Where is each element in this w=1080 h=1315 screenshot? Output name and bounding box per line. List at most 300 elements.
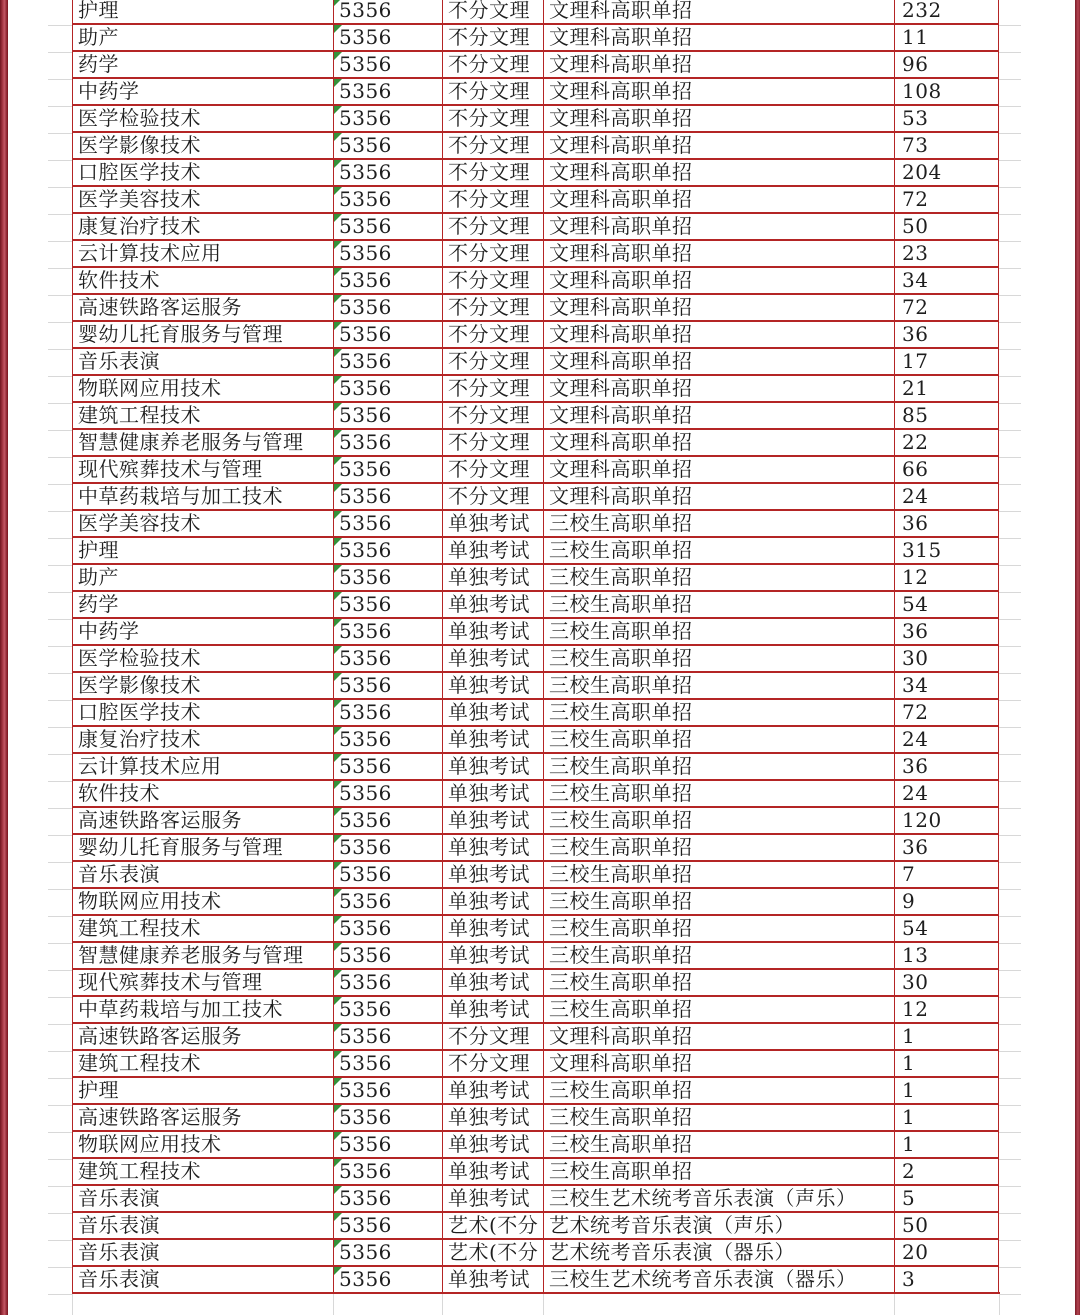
cell-category: 单独考试: [442, 808, 543, 833]
cell-count: 50: [894, 1213, 999, 1238]
cell-major: 助产: [72, 565, 333, 590]
cell-category: 单独考试: [442, 997, 543, 1022]
table-row: [72, 1103, 999, 1130]
excel-error-triangle-icon: [334, 808, 342, 816]
excel-error-triangle-icon: [334, 538, 342, 546]
gridline-stub: [999, 349, 1021, 350]
gridline-stub: [48, 997, 72, 998]
cell-major: 医学影像技术: [72, 673, 333, 698]
gridline-stub: [48, 1213, 72, 1214]
table-row: [72, 1130, 999, 1157]
gridline-stub: [999, 970, 1021, 971]
excel-error-triangle-icon: [334, 295, 342, 303]
gridline-stub: [48, 1105, 72, 1106]
cell-code: 5356: [333, 727, 442, 752]
page-right-border: [1075, 0, 1080, 1315]
cell-major: 医学影像技术: [72, 133, 333, 158]
gridline-stub: [48, 430, 72, 431]
cell-exam-type: 三校生高职单招: [543, 646, 894, 671]
gridline-vertical: [442, 1294, 443, 1315]
gridline-stub: [48, 1159, 72, 1160]
cell-code: 5356: [333, 376, 442, 401]
cell-category: 不分文理: [442, 187, 543, 212]
cell-code: 5356: [333, 619, 442, 644]
gridline-stub: [48, 538, 72, 539]
table-row: [72, 0, 999, 23]
excel-error-triangle-icon: [334, 511, 342, 519]
table-row: [72, 266, 999, 293]
gridline-stub: [48, 700, 72, 701]
cell-major: 建筑工程技术: [72, 1159, 333, 1184]
gridline-stub: [999, 727, 1021, 728]
gridline-stub: [999, 1267, 1021, 1268]
excel-error-triangle-icon: [334, 1051, 342, 1059]
table-row: [72, 644, 999, 671]
cell-count: 232: [894, 0, 999, 23]
gridline-stub: [999, 1132, 1021, 1133]
cell-major: 物联网应用技术: [72, 889, 333, 914]
cell-exam-type: 文理科高职单招: [543, 25, 894, 50]
cell-code: 5356: [333, 1159, 442, 1184]
gridline-stub: [48, 1186, 72, 1187]
gridline-stub: [48, 52, 72, 53]
table-row: [72, 104, 999, 131]
cell-major: 医学检验技术: [72, 646, 333, 671]
excel-error-triangle-icon: [334, 673, 342, 681]
cell-major: 药学: [72, 592, 333, 617]
gridline-stub: [48, 592, 72, 593]
cell-count: 23: [894, 241, 999, 266]
cell-count: 96: [894, 52, 999, 77]
gridline-stub: [999, 943, 1021, 944]
table-row: [72, 563, 999, 590]
table-row: [72, 1022, 999, 1049]
cell-exam-type: 三校生高职单招: [543, 673, 894, 698]
cell-category: 单独考试: [442, 835, 543, 860]
cell-count: 54: [894, 592, 999, 617]
cell-count: 85: [894, 403, 999, 428]
cell-count: 34: [894, 268, 999, 293]
cell-major: 软件技术: [72, 268, 333, 293]
gridline-stub: [999, 1294, 1021, 1295]
cell-exam-type: 文理科高职单招: [543, 268, 894, 293]
excel-error-triangle-icon: [334, 1078, 342, 1086]
gridline-stub: [48, 403, 72, 404]
cell-exam-type: 三校生高职单招: [543, 754, 894, 779]
cell-category: 不分文理: [442, 376, 543, 401]
cell-code: 5356: [333, 1240, 442, 1265]
cell-exam-type: 文理科高职单招: [543, 160, 894, 185]
table-row: [72, 509, 999, 536]
gridline-stub: [48, 727, 72, 728]
excel-error-triangle-icon: [334, 1024, 342, 1032]
cell-exam-type: 文理科高职单招: [543, 187, 894, 212]
excel-error-triangle-icon: [334, 997, 342, 1005]
excel-error-triangle-icon: [334, 106, 342, 114]
gridline-stub: [999, 1213, 1021, 1214]
cell-count: 72: [894, 187, 999, 212]
table-row: [72, 752, 999, 779]
cell-code: 5356: [333, 592, 442, 617]
cell-exam-type: 文理科高职单招: [543, 79, 894, 104]
table-row: [72, 1184, 999, 1211]
excel-error-triangle-icon: [334, 214, 342, 222]
gridline-stub: [48, 619, 72, 620]
cell-category: 不分文理: [442, 1024, 543, 1049]
cell-count: 73: [894, 133, 999, 158]
cell-major: 音乐表演: [72, 1240, 333, 1265]
cell-code: 5356: [333, 187, 442, 212]
gridline-stub: [48, 214, 72, 215]
cell-exam-type: 三校生高职单招: [543, 808, 894, 833]
table-row: [72, 590, 999, 617]
cell-category: 单独考试: [442, 781, 543, 806]
cell-exam-type: 文理科高职单招: [543, 457, 894, 482]
cell-exam-type: 三校生艺术统考音乐表演（器乐）: [543, 1267, 894, 1292]
cell-major: 音乐表演: [72, 1267, 333, 1292]
cell-major: 护理: [72, 0, 333, 23]
gridline-stub: [48, 970, 72, 971]
cell-category: 不分文理: [442, 79, 543, 104]
cell-major: 软件技术: [72, 781, 333, 806]
cell-code: 5356: [333, 1213, 442, 1238]
cell-major: 音乐表演: [72, 1213, 333, 1238]
table-row: [72, 23, 999, 50]
cell-code: 5356: [333, 0, 442, 23]
cell-count: 13: [894, 943, 999, 968]
gridline-stub: [48, 241, 72, 242]
cell-code: 5356: [333, 673, 442, 698]
cell-count: 1: [894, 1105, 999, 1130]
cell-major: 现代殡葬技术与管理: [72, 457, 333, 482]
cell-exam-type: 三校生高职单招: [543, 862, 894, 887]
cell-major: 中草药栽培与加工技术: [72, 997, 333, 1022]
cell-count: 108: [894, 79, 999, 104]
cell-count: 50: [894, 214, 999, 239]
cell-code: 5356: [333, 160, 442, 185]
cell-major: 医学美容技术: [72, 187, 333, 212]
table-row: [72, 725, 999, 752]
cell-category: 单独考试: [442, 1159, 543, 1184]
gridline-stub: [48, 511, 72, 512]
cell-code: 5356: [333, 754, 442, 779]
cell-count: 120: [894, 808, 999, 833]
cell-code: 5356: [333, 1105, 442, 1130]
cell-code: 5356: [333, 997, 442, 1022]
gridline-vertical: [543, 1294, 544, 1315]
cell-major: 云计算技术应用: [72, 754, 333, 779]
gridline-stub: [999, 430, 1021, 431]
cell-code: 5356: [333, 349, 442, 374]
gridline-stub: [999, 565, 1021, 566]
cell-major: 中草药栽培与加工技术: [72, 484, 333, 509]
gridline-stub: [999, 511, 1021, 512]
cell-count: 34: [894, 673, 999, 698]
gridline-stub: [999, 268, 1021, 269]
cell-count: 7: [894, 862, 999, 887]
cell-category: 单独考试: [442, 862, 543, 887]
cell-major: 物联网应用技术: [72, 1132, 333, 1157]
excel-error-triangle-icon: [334, 457, 342, 465]
gridline-stub: [48, 1294, 72, 1295]
cell-major: 护理: [72, 1078, 333, 1103]
gridline-stub: [48, 322, 72, 323]
gridline-stub: [999, 1186, 1021, 1187]
excel-error-triangle-icon: [334, 700, 342, 708]
cell-category: 单独考试: [442, 889, 543, 914]
cell-code: 5356: [333, 133, 442, 158]
excel-error-triangle-icon: [334, 1213, 342, 1221]
gridline-stub: [999, 322, 1021, 323]
cell-code: 5356: [333, 1024, 442, 1049]
gridline-stub: [999, 835, 1021, 836]
cell-major: 物联网应用技术: [72, 376, 333, 401]
cell-code: 5356: [333, 889, 442, 914]
excel-error-triangle-icon: [334, 133, 342, 141]
cell-code: 5356: [333, 781, 442, 806]
cell-major: 康复治疗技术: [72, 727, 333, 752]
gridline-stub: [999, 160, 1021, 161]
cell-code: 5356: [333, 484, 442, 509]
cell-count: 36: [894, 835, 999, 860]
cell-exam-type: 三校生高职单招: [543, 538, 894, 563]
cell-count: 21: [894, 376, 999, 401]
excel-error-triangle-icon: [334, 943, 342, 951]
cell-exam-type: 文理科高职单招: [543, 52, 894, 77]
gridline-stub: [48, 133, 72, 134]
cell-category: 单独考试: [442, 1132, 543, 1157]
cell-count: 12: [894, 565, 999, 590]
cell-code: 5356: [333, 835, 442, 860]
cell-exam-type: 三校生高职单招: [543, 889, 894, 914]
gridline-stub: [999, 52, 1021, 53]
cell-major: 婴幼儿托育服务与管理: [72, 322, 333, 347]
cell-count: 3: [894, 1267, 999, 1292]
gridline-stub: [48, 160, 72, 161]
gridline-stub: [999, 1051, 1021, 1052]
gridline-stub: [48, 349, 72, 350]
excel-error-triangle-icon: [334, 646, 342, 654]
table-row: [72, 806, 999, 833]
table-row: [72, 1049, 999, 1076]
excel-error-triangle-icon: [334, 376, 342, 384]
cell-code: 5356: [333, 268, 442, 293]
table-row: [72, 185, 999, 212]
gridline-vertical: [333, 1294, 334, 1315]
gridline-stub: [48, 457, 72, 458]
cell-code: 5356: [333, 1186, 442, 1211]
excel-error-triangle-icon: [334, 268, 342, 276]
cell-category: 单独考试: [442, 565, 543, 590]
cell-major: 音乐表演: [72, 1186, 333, 1211]
cell-major: 高速铁路客运服务: [72, 1105, 333, 1130]
table-row: [72, 131, 999, 158]
cell-count: 315: [894, 538, 999, 563]
cell-count: 204: [894, 160, 999, 185]
table-row: [72, 320, 999, 347]
cell-category: 单独考试: [442, 673, 543, 698]
cell-code: 5356: [333, 403, 442, 428]
cell-category: 不分文理: [442, 0, 543, 23]
excel-error-triangle-icon: [334, 52, 342, 60]
cell-exam-type: 文理科高职单招: [543, 0, 894, 23]
cell-category: 不分文理: [442, 160, 543, 185]
table-row: [72, 50, 999, 77]
table-row: [72, 887, 999, 914]
table-row: [72, 401, 999, 428]
cell-major: 中药学: [72, 619, 333, 644]
cell-exam-type: 文理科高职单招: [543, 1051, 894, 1076]
cell-major: 高速铁路客运服务: [72, 808, 333, 833]
table-row: [72, 239, 999, 266]
cell-count: 72: [894, 700, 999, 725]
cell-exam-type: 三校生高职单招: [543, 1105, 894, 1130]
cell-major: 建筑工程技术: [72, 403, 333, 428]
gridline-stub: [999, 889, 1021, 890]
cell-count: 1: [894, 1024, 999, 1049]
gridline-stub: [48, 1078, 72, 1079]
cell-code: 5356: [333, 322, 442, 347]
excel-error-triangle-icon: [334, 0, 342, 6]
cell-exam-type: 文理科高职单招: [543, 106, 894, 131]
cell-major: 医学美容技术: [72, 511, 333, 536]
table-row: [72, 914, 999, 941]
cell-count: 24: [894, 781, 999, 806]
cell-count: 24: [894, 727, 999, 752]
cell-exam-type: 文理科高职单招: [543, 133, 894, 158]
cell-count: 24: [894, 484, 999, 509]
cell-exam-type: 艺术统考音乐表演（器乐）: [543, 1240, 894, 1265]
gridline-stub: [999, 1159, 1021, 1160]
gridline-stub: [999, 457, 1021, 458]
cell-count: 12: [894, 997, 999, 1022]
excel-error-triangle-icon: [334, 619, 342, 627]
gridline-stub: [48, 646, 72, 647]
excel-error-triangle-icon: [334, 403, 342, 411]
cell-exam-type: 三校生高职单招: [543, 781, 894, 806]
excel-error-triangle-icon: [334, 889, 342, 897]
cell-exam-type: 文理科高职单招: [543, 376, 894, 401]
cell-count: 72: [894, 295, 999, 320]
table-row: [72, 455, 999, 482]
cell-major: 药学: [72, 52, 333, 77]
cell-category: 单独考试: [442, 1078, 543, 1103]
cell-count: 2: [894, 1159, 999, 1184]
cell-category: 单独考试: [442, 916, 543, 941]
excel-error-triangle-icon: [334, 835, 342, 843]
cell-exam-type: 三校生高职单招: [543, 619, 894, 644]
excel-error-triangle-icon: [334, 160, 342, 168]
table-row: [72, 1211, 999, 1238]
cell-exam-type: 三校生高职单招: [543, 592, 894, 617]
cell-major: 智慧健康养老服务与管理: [72, 943, 333, 968]
cell-code: 5356: [333, 1078, 442, 1103]
cell-code: 5356: [333, 1051, 442, 1076]
gridline-stub: [999, 295, 1021, 296]
cell-category: 单独考试: [442, 700, 543, 725]
gridline-stub: [48, 1267, 72, 1268]
excel-error-triangle-icon: [334, 727, 342, 735]
cell-category: 不分文理: [442, 349, 543, 374]
gridline-stub: [48, 268, 72, 269]
gridline-stub: [48, 889, 72, 890]
table-row: [72, 860, 999, 887]
excel-error-triangle-icon: [334, 1105, 342, 1113]
cell-major: 云计算技术应用: [72, 241, 333, 266]
cell-code: 5356: [333, 52, 442, 77]
gridline-stub: [48, 187, 72, 188]
cell-major: 护理: [72, 538, 333, 563]
cell-category: 单独考试: [442, 970, 543, 995]
table-row: [72, 374, 999, 401]
cell-code: 5356: [333, 106, 442, 131]
table-row: [72, 347, 999, 374]
gridline-stub: [999, 1024, 1021, 1025]
gridline-stub: [48, 79, 72, 80]
cell-code: 5356: [333, 79, 442, 104]
gridline-stub: [48, 1024, 72, 1025]
gridline-stub: [999, 133, 1021, 134]
table-row: [72, 536, 999, 563]
gridline-stub: [48, 754, 72, 755]
cell-exam-type: 文理科高职单招: [543, 295, 894, 320]
gridline-stub: [48, 943, 72, 944]
gridline-stub: [999, 808, 1021, 809]
cell-code: 5356: [333, 862, 442, 887]
cell-major: 现代殡葬技术与管理: [72, 970, 333, 995]
cell-category: 艺术(不分: [442, 1240, 543, 1265]
cell-major: 中药学: [72, 79, 333, 104]
excel-error-triangle-icon: [334, 1267, 342, 1275]
excel-error-triangle-icon: [334, 1186, 342, 1194]
cell-exam-type: 三校生高职单招: [543, 1078, 894, 1103]
cell-exam-type: 文理科高职单招: [543, 484, 894, 509]
gridline-stub: [999, 862, 1021, 863]
cell-code: 5356: [333, 916, 442, 941]
cell-major: 口腔医学技术: [72, 700, 333, 725]
table-row: [72, 968, 999, 995]
excel-error-triangle-icon: [334, 565, 342, 573]
table-row: [72, 482, 999, 509]
excel-error-triangle-icon: [334, 592, 342, 600]
cell-count: 5: [894, 1186, 999, 1211]
cell-code: 5356: [333, 646, 442, 671]
excel-error-triangle-icon: [334, 781, 342, 789]
cell-exam-type: 三校生艺术统考音乐表演（声乐）: [543, 1186, 894, 1211]
cell-category: 不分文理: [442, 25, 543, 50]
excel-error-triangle-icon: [334, 916, 342, 924]
cell-category: 不分文理: [442, 241, 543, 266]
cell-category: 单独考试: [442, 538, 543, 563]
cell-category: 不分文理: [442, 268, 543, 293]
cell-code: 5356: [333, 295, 442, 320]
cell-category: 单独考试: [442, 646, 543, 671]
gridline-stub: [48, 916, 72, 917]
table-row: [72, 779, 999, 806]
excel-error-triangle-icon: [334, 970, 342, 978]
table-row: [72, 77, 999, 104]
cell-count: 30: [894, 970, 999, 995]
table-row: [72, 941, 999, 968]
gridline-stub: [48, 862, 72, 863]
gridline-stub: [999, 592, 1021, 593]
gridline-stub: [48, 1240, 72, 1241]
cell-count: 20: [894, 1240, 999, 1265]
cell-category: 不分文理: [442, 1051, 543, 1076]
cell-category: 单独考试: [442, 1267, 543, 1292]
cell-major: 音乐表演: [72, 862, 333, 887]
gridline-stub: [48, 25, 72, 26]
